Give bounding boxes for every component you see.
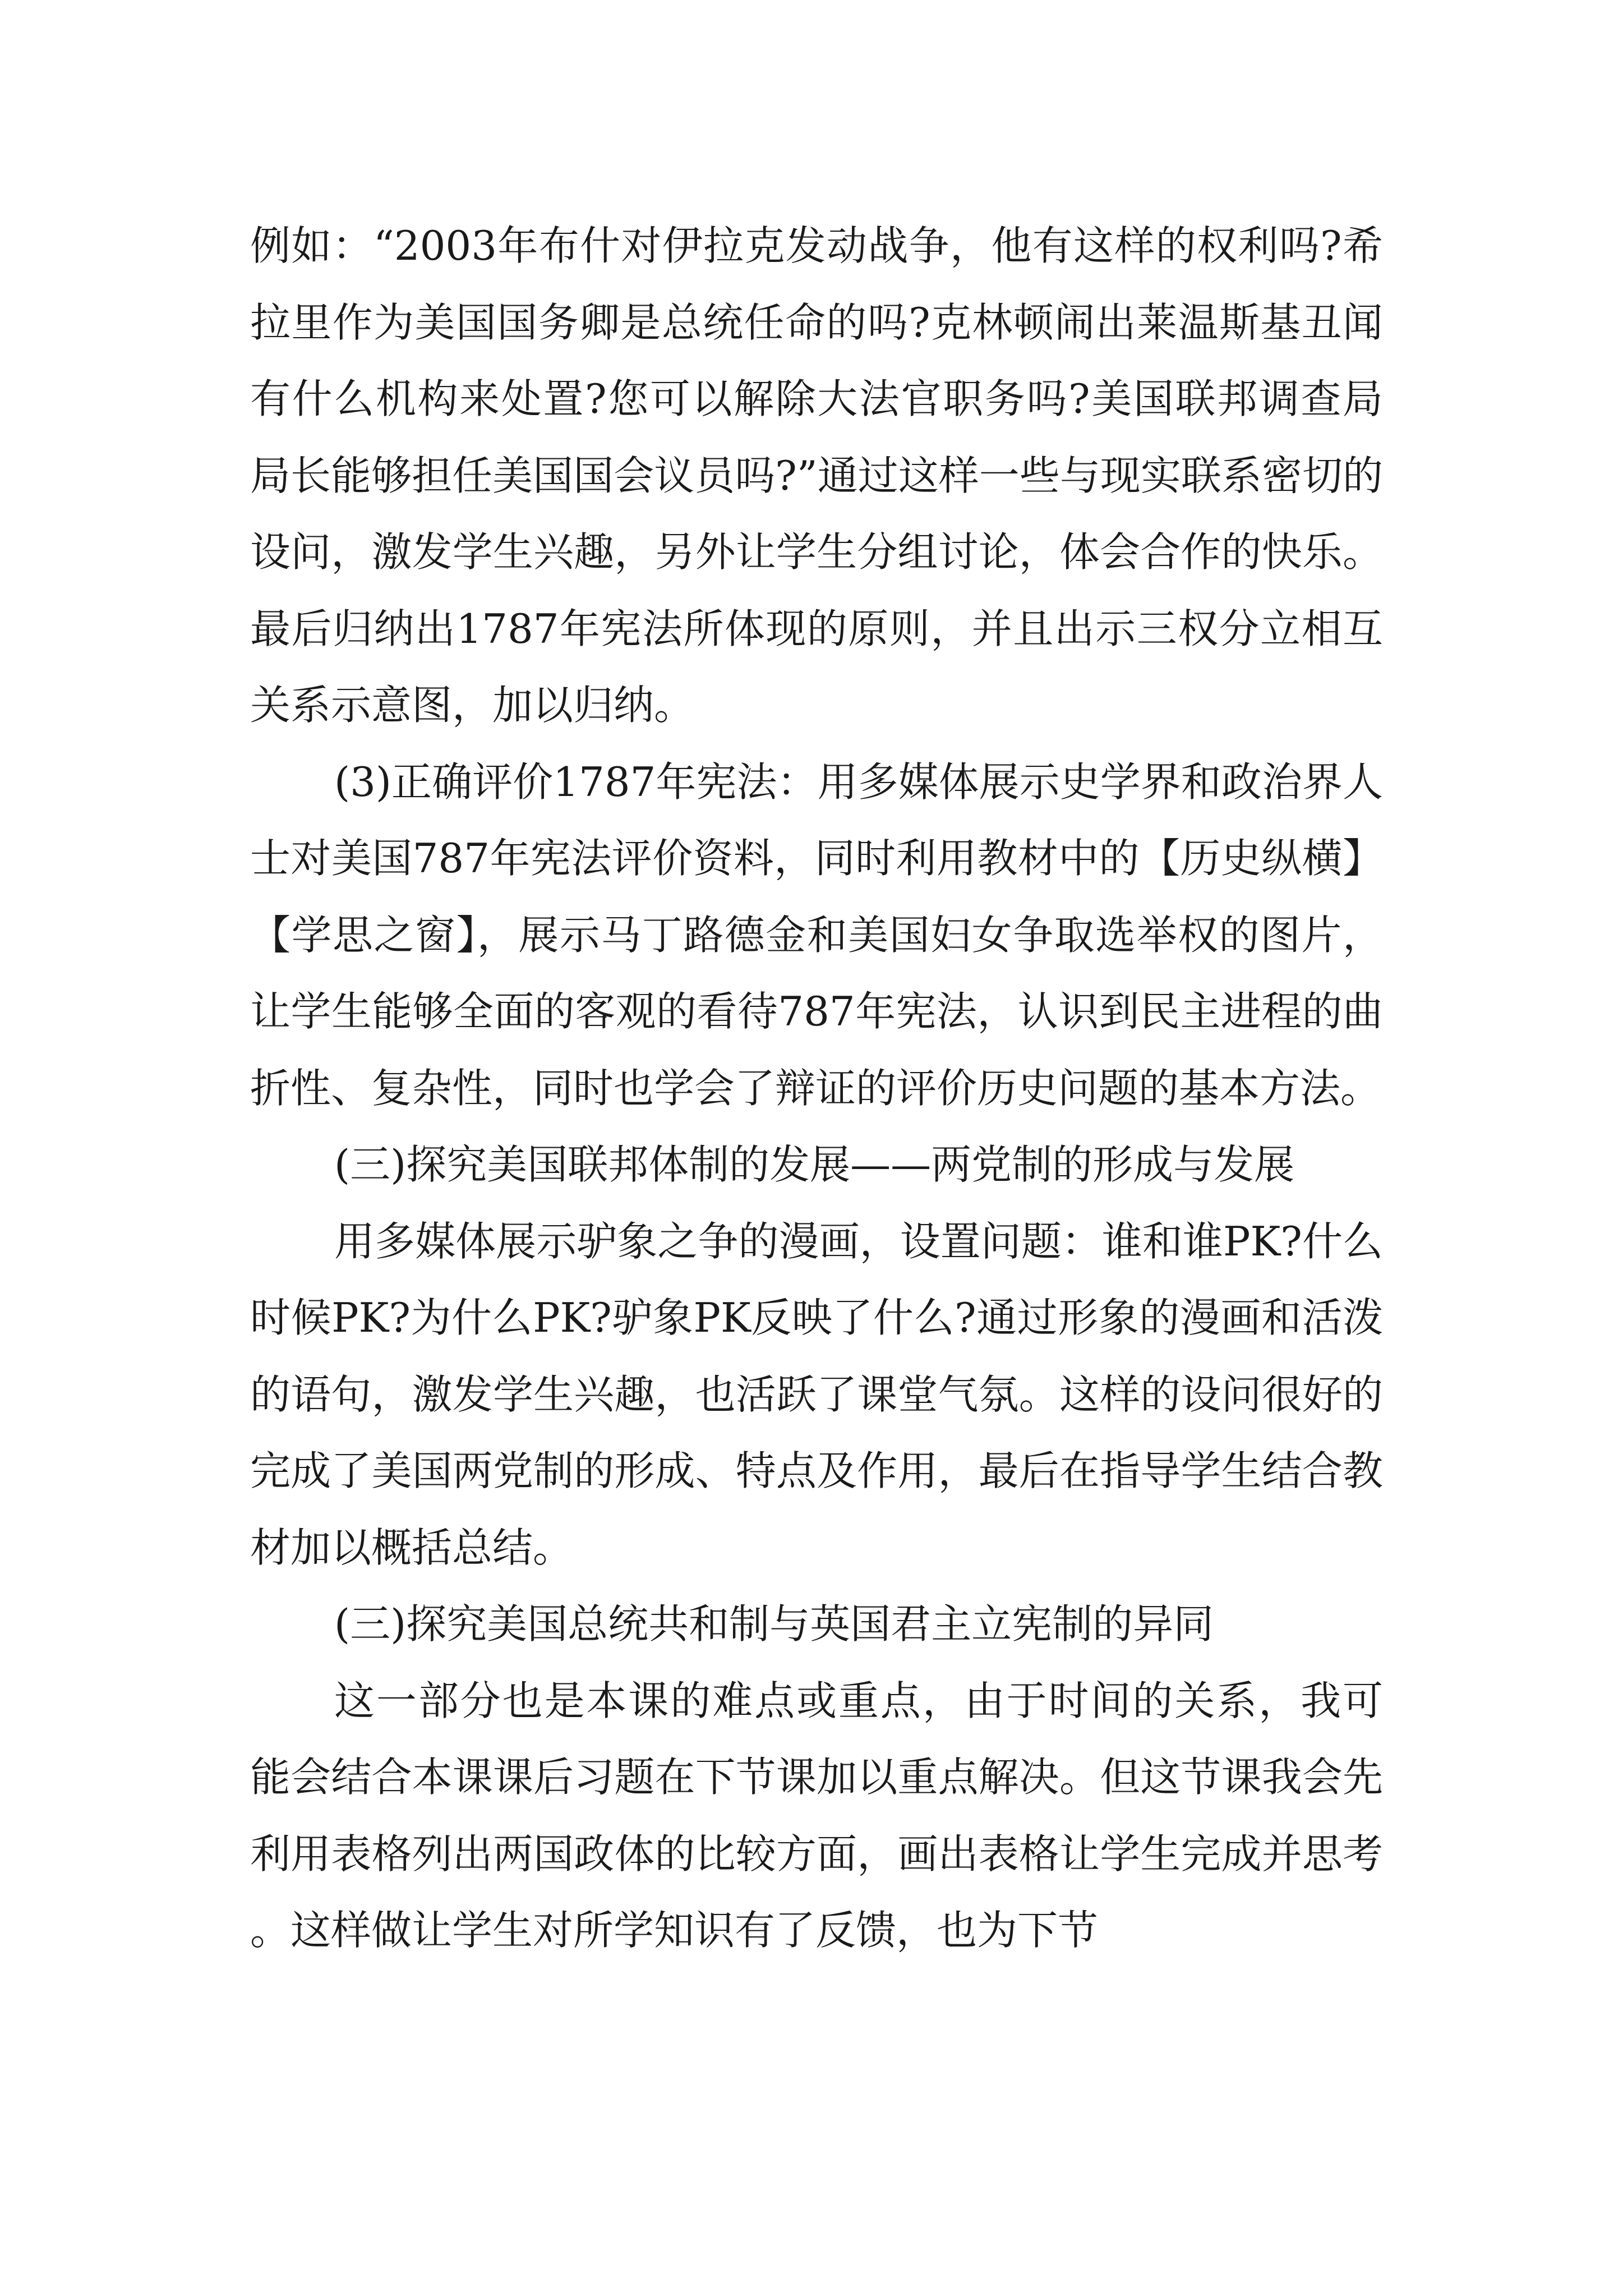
paragraph-donkey-elephant-cartoon: 用多媒体展示驴象之争的漫画，设置问题：谁和谁PK?什么时候PK?为什么PK?驴象PK反映了什么?通过形象的漫画和活泼的语句，激发学生兴趣，也活跃了课堂气氛。这样的设问很好的完成了美国两党制的形成、特点及作用，最后在指导学生结合教材加以概括总结。 xyxy=(250,1217,1383,1571)
section-heading-us-uk-comparison: (三)探究美国总统共和制与英国君主立宪制的异同 xyxy=(334,1600,1214,1648)
section-heading-two-party-system: (三)探究美国联邦体制的发展——两党制的形成与发展 xyxy=(334,1141,1295,1188)
document-body xyxy=(250,208,1383,1969)
paragraph-question-examples: 例如：“2003年布什对伊拉克发动战争，他有这样的权利吗?希拉里作为美国国务卿是总统任命的吗?克林顿闹出莱温斯基丑闻有什么机构来处置?您可以解除大法官职务吗?美国联邦调查局局长能够担任美国国会议员吗?”通过这样一些与现实联系密切的设问，激发学生兴趣，另外让学生分组讨论，体会合作的快乐。最后归纳出1787年宪法所体现的原则，并且出示三权分立相互关系示意图，加以归纳。 xyxy=(250,222,1383,729)
paragraph-evaluate-constitution: (3)正确评价1787年宪法：用多媒体展示史学界和政治界人士对美国787年宪法评价资料，同时利用教材中的【历史纵横】【学思之窗】，展示马丁路德金和美国妇女争取选举权的图片，让学生能够全面的客观的看待787年宪法，认识到民主进程的曲折性、复杂性，同时也学会了辩证的评价历史问题的基本方法。 xyxy=(250,758,1383,1112)
paragraph-comparison-table: 这一部分也是本课的难点或重点，由于时间的关系，我可能会结合本课课后习题在下节课加以重点解决。但这节课我会先利用表格列出两国政体的比较方面，画出表格让学生完成并思考。这样做让学生对所学知识有了反馈，也为下节 xyxy=(250,1677,1383,1954)
